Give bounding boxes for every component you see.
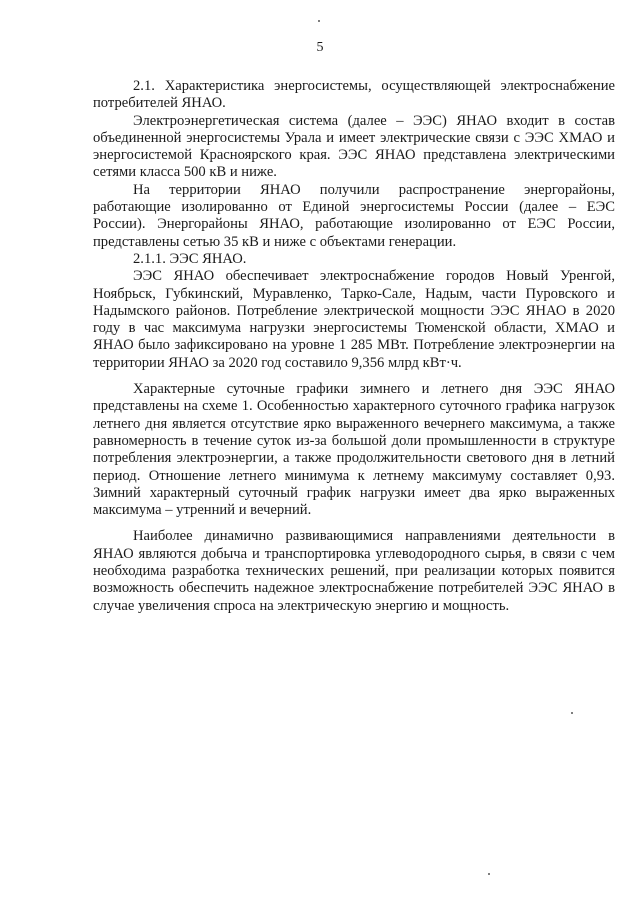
paragraph-daily-load-graphs: Характерные суточные графики зимнего и летнего дня ЭЭС ЯНАО представлены на схеме 1. Особенностью характерного суточного графика нагрузок летнего дня является отсутствие ярко выраженного вечернего максимума, а также равномерность в течение суток из-за большой доли промышленности в структуре потребления электроэнергии, а также продолжительности светового дня в летний период. Отношение летнего минимума к летнему максимуму составляет 0,93. Зимний характерный суточный график нагрузки имеет два ярко выраженных максимума – утренний и вечерний. <box>93 381 615 519</box>
body-text <box>93 78 615 615</box>
paragraph-isolated-regions: На территории ЯНАО получили распространение энергорайоны, работающие изолированно от Единой энергосистемы России (далее – ЕЭС России). Энергорайоны ЯНАО, работающие изолированно от ЕЭС России, представлены сетью 35 кВ и ниже с объектами генерации. <box>93 181 615 250</box>
subsection-heading-2-1-1: 2.1.1. ЭЭС ЯНАО. <box>133 250 247 267</box>
page-number: 5 <box>316 40 324 55</box>
scan-speck <box>488 873 490 875</box>
paragraph-power-supply: ЭЭС ЯНАО обеспечивает электроснабжение городов Новый Уренгой, Ноябрьск, Губкинский, Муравленко, Тарко-Сале, Надым, части Пуровского и Надымского районов. Потребление электрической мощности ЭЭС ЯНАО в 2020 году в час максимума нагрузки энергосистемы Тюменской области, ХМАО и ЯНАО было зафиксировано на уровне 1 285 МВт. Потребление электроэнергии на территории ЯНАО за 2020 год составило 9,356 млрд кВт·ч. <box>93 268 615 371</box>
scan-speck <box>318 20 320 22</box>
scan-speck <box>571 712 573 714</box>
paragraph-ees-overview: Электроэнергетическая система (далее – ЭЭС) ЯНАО входит в состав объединенной энергосистемы Урала и имеет электрические связи с ЭЭС ХМАО и энергосистемой Красноярского края. ЭЭС ЯНАО представлена электрическими сетями класса 500 кВ и ниже. <box>93 112 615 181</box>
section-heading-2-1: 2.1. Характеристика энергосистемы, осуществляющей электроснабжение потребителей ЯНАО. <box>93 78 615 112</box>
paragraph-development-directions: Наиболее динамично развивающимися направлениями деятельности в ЯНАО являются добыча и транспортировка углеводородного сырья, в связи с чем необходима разработка технических решений, при реализации которых появится возможность обеспечить надежное электроснабжение потребителей ЭЭС ЯНАО в случае увеличения спроса на электрическую энергию и мощность. <box>93 528 615 614</box>
